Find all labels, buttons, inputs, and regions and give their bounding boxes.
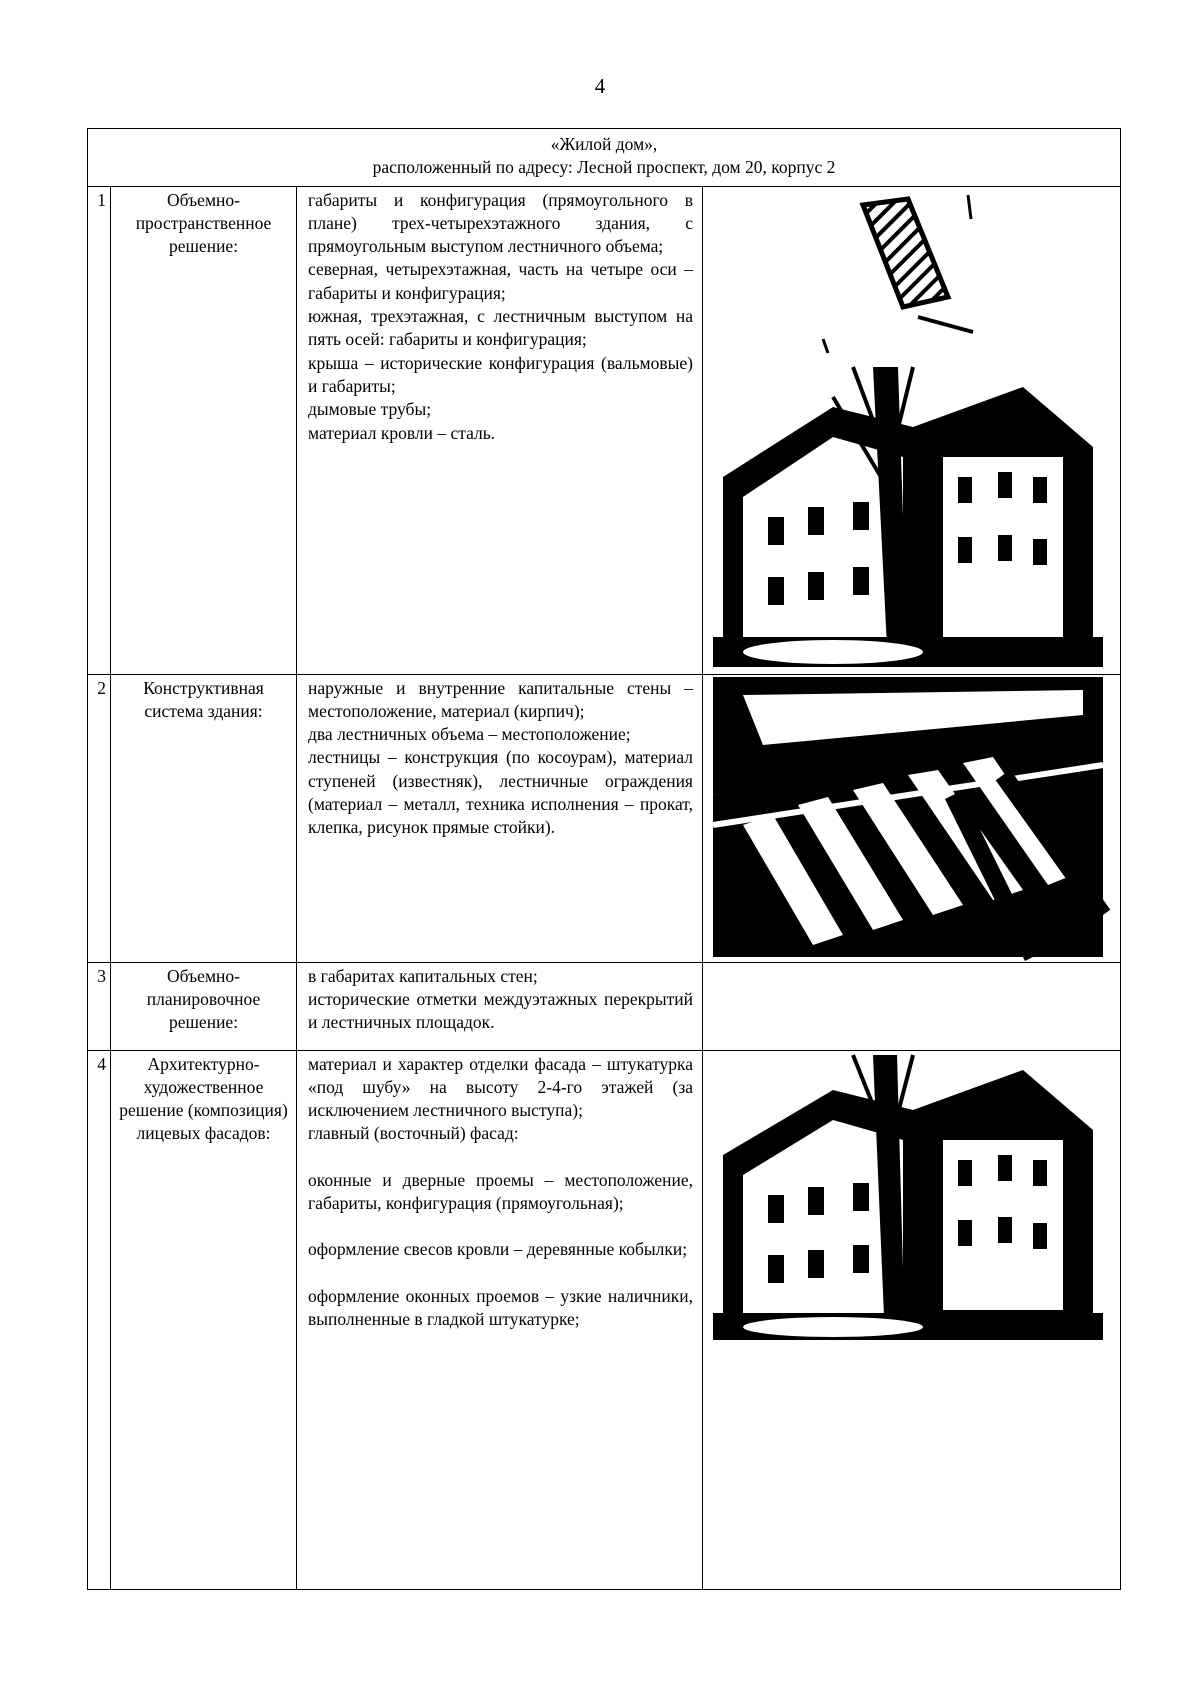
- description-line: габариты и конфигурация (прямоугольного в плане) трех-четырехэтажного здания, с прямоугольным выступом лестничного объема;: [308, 189, 693, 257]
- description-line: материал кровли – сталь.: [308, 422, 496, 443]
- feature-name: Объемно-пространственное решение:: [111, 186, 297, 674]
- feature-description: [297, 674, 703, 962]
- description-line: крыша – исторические конфигурация (вальмовые) и габариты;: [308, 352, 693, 396]
- description-line: лестницы – конструкция (по косоурам), материал ступеней (известняк), лестничные ограждения (материал – металл, техника исполнения – прокат, клепка, рисунок прямые стойки).: [308, 747, 693, 838]
- illustration-cell: [703, 674, 1121, 962]
- main-facade-photo: [703, 1051, 1121, 1351]
- feature-description: [297, 186, 703, 674]
- building-footprint: [863, 199, 948, 307]
- description-line: южная, трехэтажная, с лестничным выступом на пять осей: габариты и конфигурация;: [308, 306, 693, 350]
- row-number: 3: [88, 962, 111, 1050]
- object-address: расположенный по адресу: Лесной проспект, дом 20, корпус 2: [372, 157, 836, 178]
- description-line: главный (восточный) фасад:: [308, 1123, 519, 1144]
- table-row: [88, 674, 1121, 962]
- description-line: два лестничных объема – местоположение;: [308, 724, 631, 745]
- description-line: исторические отметки междуэтажных перекрытий и лестничных площадок.: [308, 988, 693, 1033]
- table-row: [88, 962, 1121, 1050]
- table-header-row: [88, 129, 1121, 187]
- staircase-photo: [703, 675, 1121, 962]
- illustration-cell: [703, 962, 1121, 1050]
- description-line: дымовые трубы;: [308, 399, 432, 420]
- description-line: оконные и дверные проемы – местоположение, габариты, конфигурация (прямоугольная);: [308, 1169, 693, 1214]
- feature-name: Архитектурно-художественное решение (композиция) лицевых фасадов:: [111, 1050, 297, 1589]
- object-title: «Жилой дом»,: [550, 134, 658, 154]
- description-line: оформление оконных проемов – узкие наличники, выполненные в гладкой штукатурке;: [308, 1285, 693, 1329]
- feature-name: Объемно-планировочное решение:: [111, 962, 297, 1050]
- protected-features-table: [87, 128, 1121, 1590]
- row-number: 4: [88, 1050, 111, 1589]
- row-number: 1: [88, 186, 111, 674]
- illustration-cell: [703, 186, 1121, 674]
- table-row: [88, 1050, 1121, 1589]
- description-line: материал и характер отделки фасада – штукатурка «под шубу» на высоту 2-4-го этажей (за исключением лестничного выступа);: [308, 1053, 693, 1121]
- feature-name: Конструктивная система здания:: [111, 674, 297, 962]
- feature-description: [297, 1050, 703, 1589]
- description-line: оформление свесов кровли – деревянные кобылки;: [308, 1239, 688, 1260]
- facade-photo: [713, 367, 1103, 667]
- spacer: [308, 1215, 693, 1238]
- spacer: [308, 1146, 693, 1169]
- feature-description: [297, 962, 703, 1050]
- description-line: северная, четырехэтажная, часть на четыре оси – габариты и конфигурация;: [308, 259, 693, 303]
- description-line: наружные и внутренние капитальные стены – местоположение, материал (кирпич);: [308, 677, 693, 721]
- spacer: [308, 1262, 693, 1285]
- table-row: [88, 186, 1121, 674]
- page-number: 4: [594, 74, 606, 98]
- site-plan-and-facade-photo: [703, 187, 1121, 674]
- illustration-cell: [703, 1050, 1121, 1589]
- object-header: [88, 129, 1121, 187]
- row-number: 2: [88, 674, 111, 962]
- description-line: в габаритах капитальных стен;: [308, 965, 538, 986]
